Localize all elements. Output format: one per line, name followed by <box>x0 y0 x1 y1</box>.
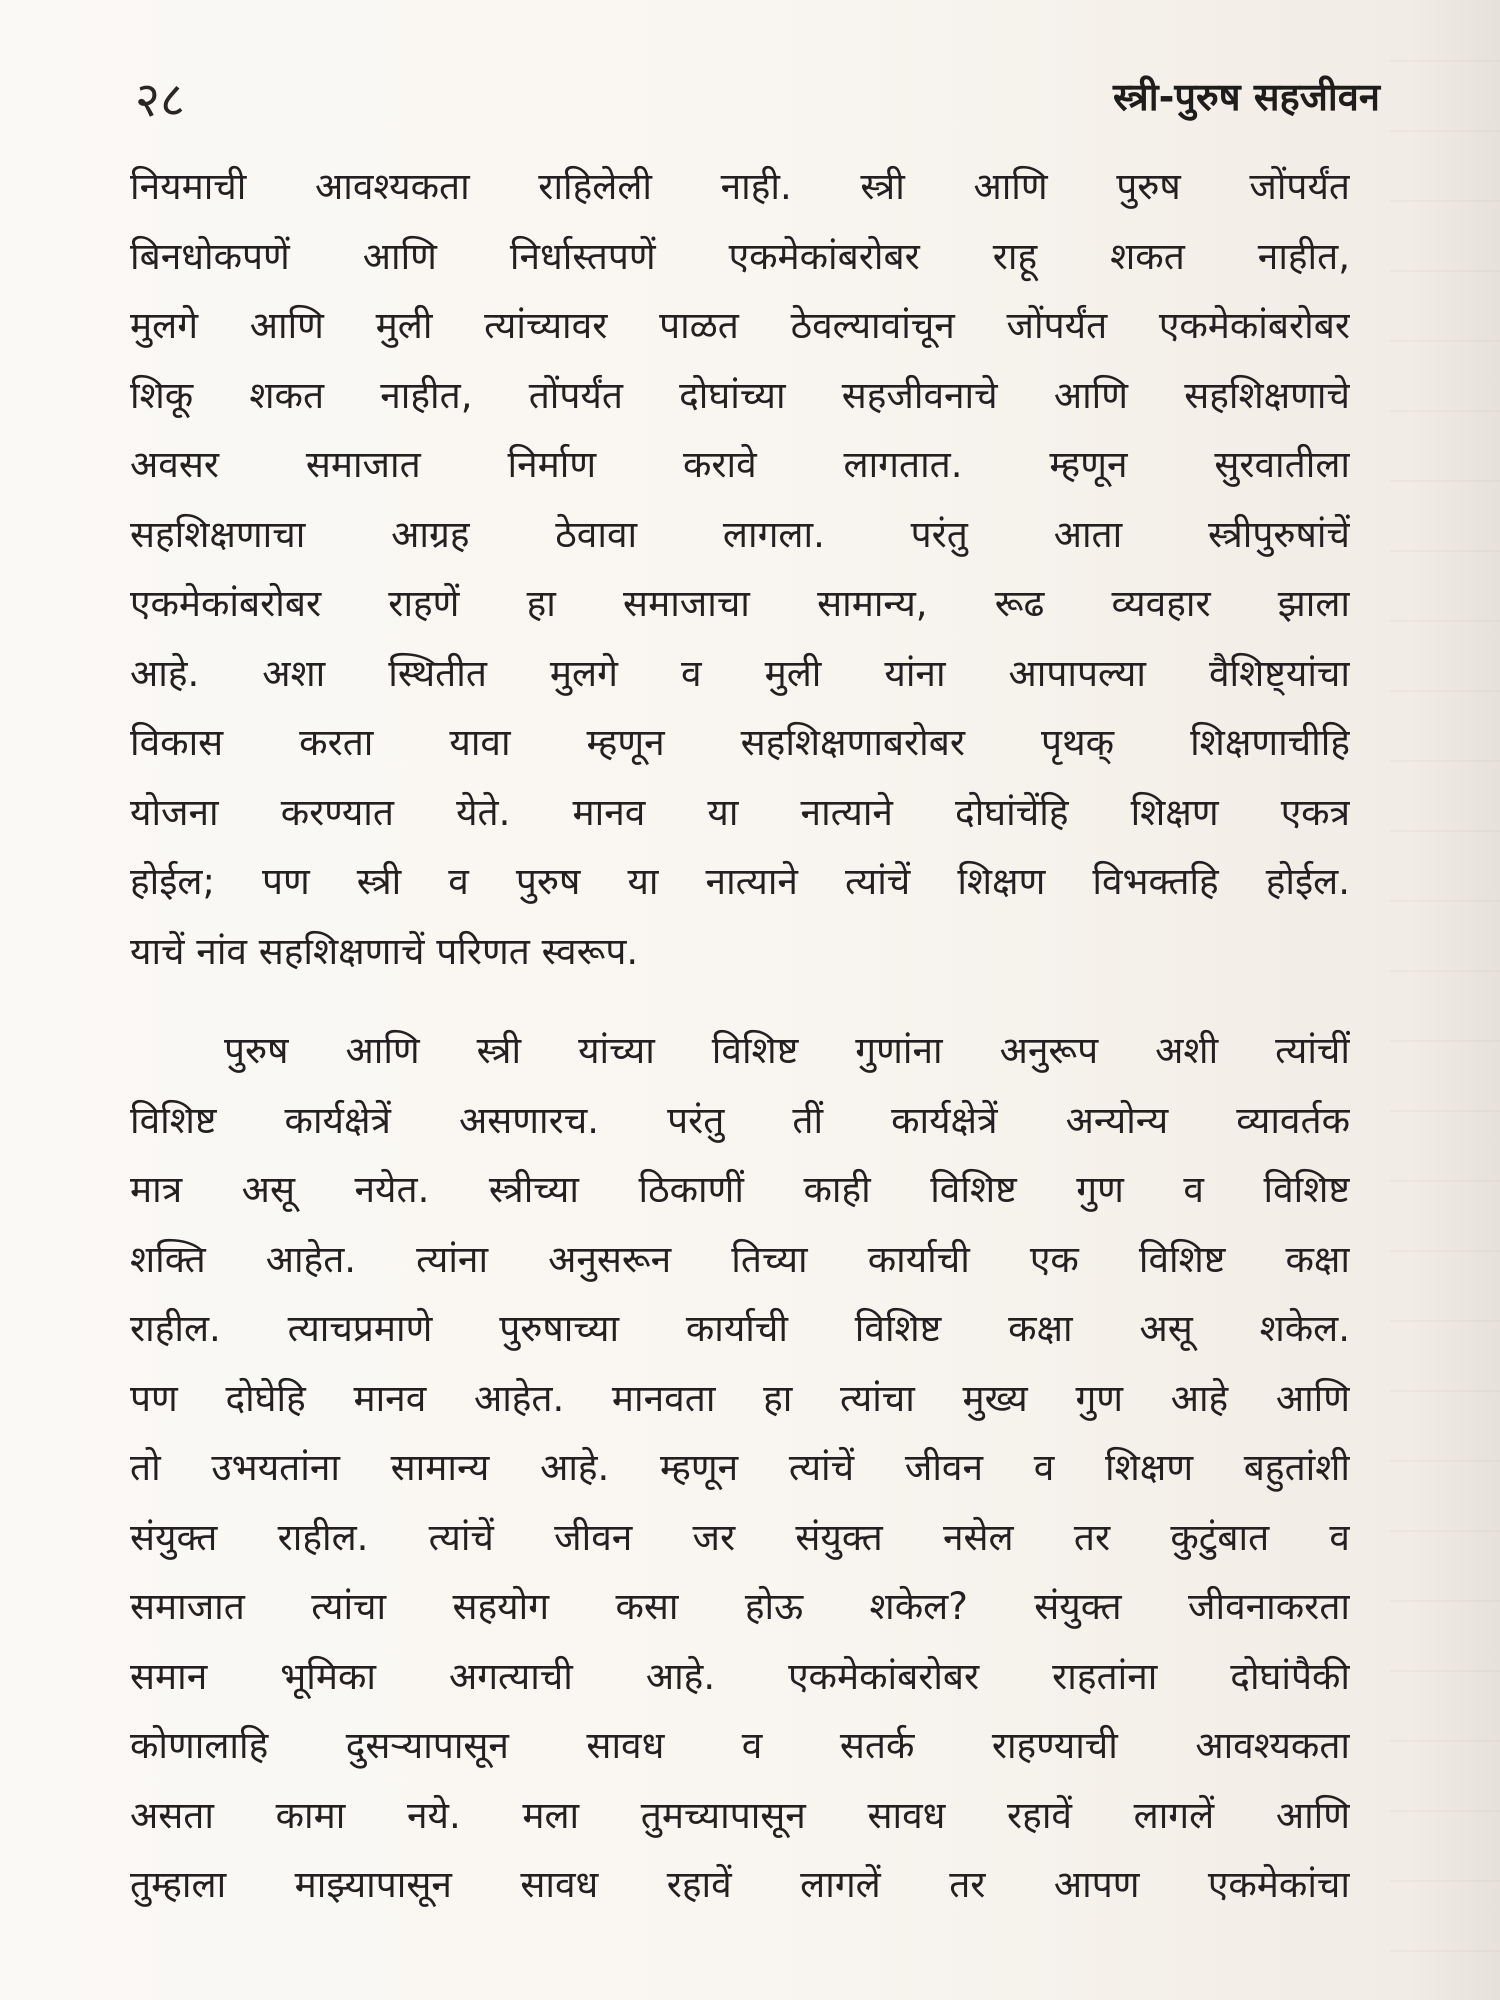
paragraph-gap <box>130 986 1350 1016</box>
show-through-texture <box>1390 60 1500 2000</box>
text-line: कोणालाहि दुसऱ्यापासून सावध व सतर्क राहण्याची आवश्यकता <box>130 1724 1350 1767</box>
text-line: मुलगे आणि मुली त्यांच्यावर पाळत ठेवल्यावांचून जोंपर्यंत एकमेकांबरोबर <box>130 304 1350 347</box>
text-line: पण दोघेहि मानव आहेत. मानवता हा त्यांचा मुख्य गुण आहे आणि <box>130 1376 1350 1420</box>
text-line: समाजात त्यांचा सहयोग कसा होऊ शकेल? संयुक्त जीवनाकरता <box>130 1585 1350 1628</box>
text-line: याचें नांव सहशिक्षणाचें परिणत स्वरूप. <box>130 929 639 973</box>
text-line: संयुक्त राहील. त्यांचें जीवन जर संयुक्त नसेल तर कुटुंबात व <box>130 1515 1350 1559</box>
text-line: विकास करता यावा म्हणून सहशिक्षणाबरोबर पृथक् शिक्षणाचीहि <box>130 721 1350 764</box>
text-line: अवसर समाजात निर्माण करावे लागतात. म्हणून सुरवातीला <box>130 443 1350 486</box>
text-line: होईल; पण स्त्री व पुरुष या नात्याने त्यांचें शिक्षण विभक्तहि होईल. <box>130 860 1350 903</box>
running-title: स्त्री-पुरुष सहजीवन <box>1113 75 1380 119</box>
text-line: आहे. अशा स्थितीत मुलगे व मुली यांना आपापल्या वैशिष्ट्यांचा <box>130 651 1350 695</box>
text-line: सहशिक्षणाचा आग्रह ठेवावा लागला. परंतु आता स्त्रीपुरुषांचें <box>130 512 1350 556</box>
text-line: नियमाची आवश्यकता राहिलेली नाही. स्त्री आणि पुरुष जोंपर्यंत <box>130 165 1350 208</box>
text-line: योजना करण्यात येते. मानव या नात्याने दोघांचेंहि शिक्षण एकत्र <box>130 790 1350 834</box>
text-line: मात्र असू नयेत. स्त्रीच्या ठिकाणीं काही विशिष्ट गुण व विशिष्ट <box>130 1168 1350 1211</box>
text-line: एकमेकांबरोबर राहणें हा समाजाचा सामान्य, रूढ व्यवहार झाला <box>130 582 1350 625</box>
text-line: पुरुष आणि स्त्री यांच्या विशिष्ट गुणांना अनुरूप अशी त्यांचीं <box>224 1029 1350 1072</box>
body-text <box>130 152 1350 1920</box>
text-line: विशिष्ट कार्यक्षेत्रें असणारच. परंतु तीं कार्यक्षेत्रें अन्योन्य व्यावर्तक <box>130 1098 1350 1142</box>
page-number: २८ <box>135 72 185 128</box>
text-line: बिनधोकपणें आणि निर्धास्तपणें एकमेकांबरोबर राहू शकत नाहीत, <box>130 234 1350 278</box>
text-line: असता कामा नये. मला तुमच्यापासून सावध रहावें लागलें आणि <box>130 1793 1350 1837</box>
text-line: तो उभयतांना सामान्य आहे. म्हणून त्यांचें जीवन व शिक्षण बहुतांशी <box>130 1446 1350 1489</box>
text-line: शक्ति आहेत. त्यांना अनुसरून तिच्या कार्याची एक विशिष्ट कक्षा <box>130 1237 1350 1281</box>
paragraph-1 <box>130 152 1350 986</box>
text-line: तुम्हाला माझ्यापासून सावध रहावें लागलें तर आपण एकमेकांचा <box>130 1863 1350 1906</box>
text-line: समान भूमिका अगत्याची आहे. एकमेकांबरोबर राहतांना दोघांपैकी <box>130 1654 1350 1698</box>
text-line: राहील. त्याचप्रमाणे पुरुषाच्या कार्याची विशिष्ट कक्षा असू शकेल. <box>130 1307 1350 1350</box>
text-line: शिकू शकत नाहीत, तोंपर्यंत दोघांच्या सहजीवनाचे आणि सहशिक्षणाचे <box>130 373 1350 417</box>
paragraph-2 <box>130 1016 1350 1920</box>
